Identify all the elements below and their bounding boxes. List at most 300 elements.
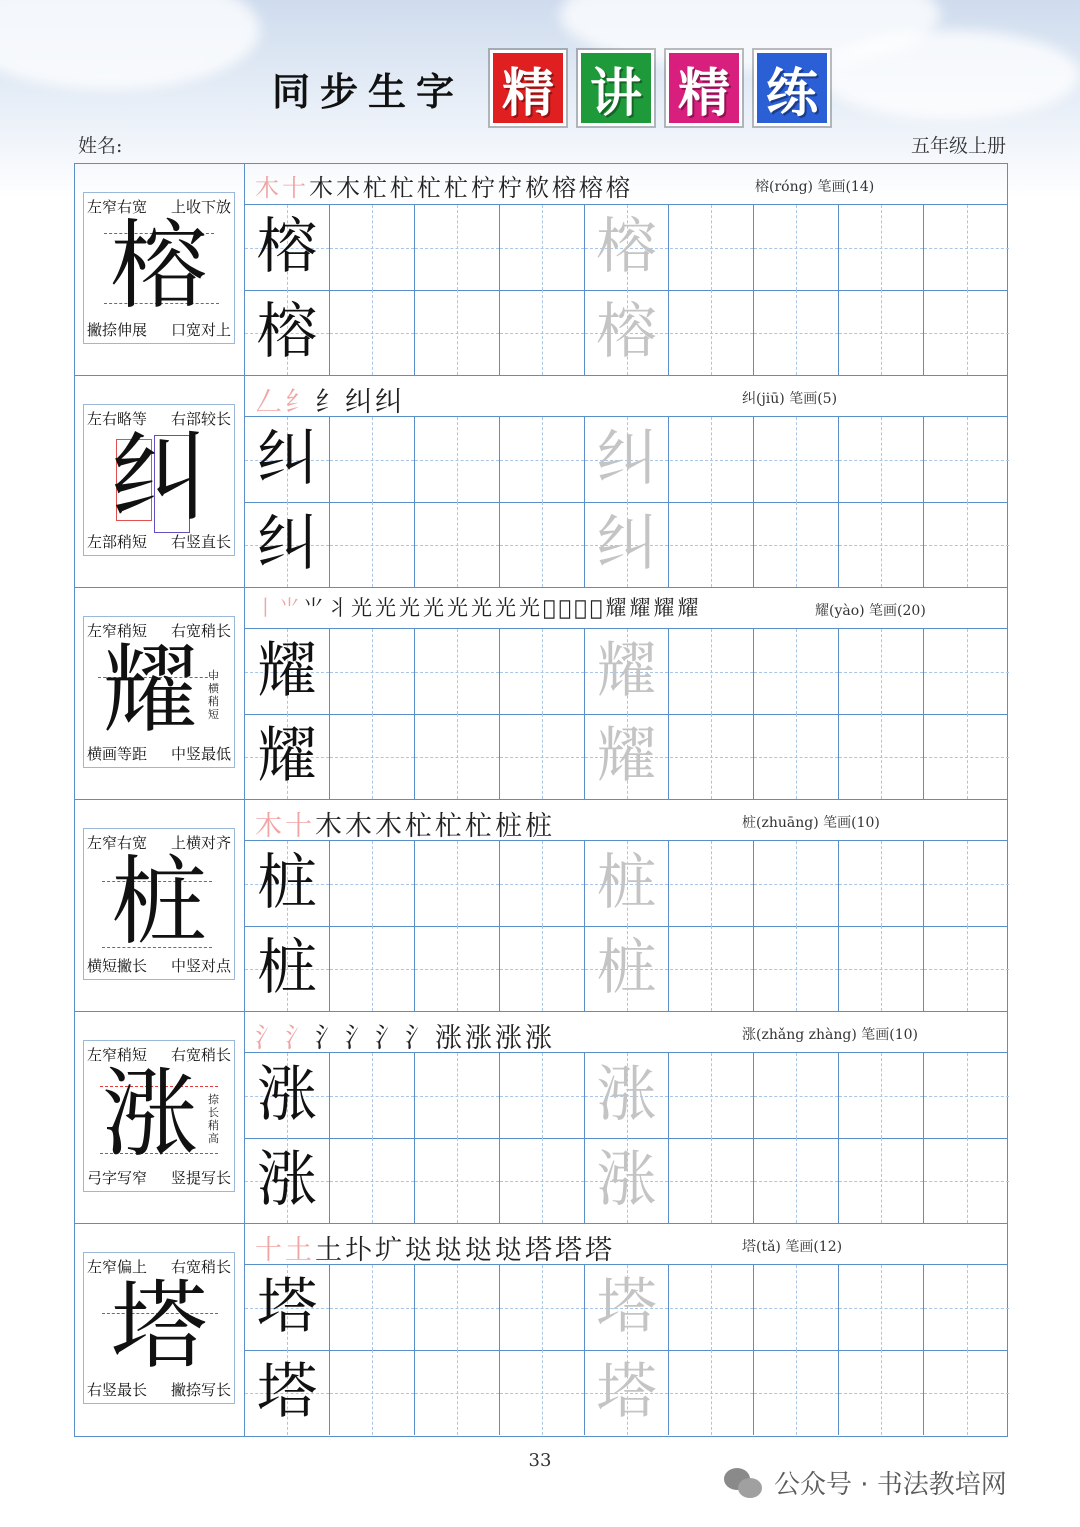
practice-grid bbox=[245, 629, 1007, 799]
stroke-step: 十 bbox=[282, 174, 309, 202]
practice-cell[interactable] bbox=[839, 629, 924, 714]
practice-cell[interactable] bbox=[839, 714, 924, 799]
practice-cell[interactable] bbox=[415, 290, 500, 375]
character-info: 榕(róng) 笔画(14) bbox=[755, 179, 875, 195]
sample-character: 桩 bbox=[256, 847, 317, 918]
grid-row bbox=[245, 841, 1007, 927]
practice-cell[interactable] bbox=[839, 1053, 924, 1138]
practice-cell[interactable] bbox=[415, 841, 500, 926]
practice-cell[interactable] bbox=[839, 290, 924, 375]
stroke-step: 垯 bbox=[465, 1235, 495, 1266]
character-row bbox=[75, 376, 1007, 588]
model-character: 榕 bbox=[111, 210, 207, 323]
stroke-step: 纠 bbox=[345, 387, 375, 418]
writing-tip: 右竖直长 bbox=[170, 533, 231, 551]
grid-row bbox=[245, 1350, 1007, 1435]
writing-tip: 撇捺伸展 bbox=[87, 321, 148, 339]
character-info: 纠(jiū) 笔画(5) bbox=[742, 391, 838, 407]
writing-tip: 左窄偏上 bbox=[87, 1258, 148, 1276]
practice-cell[interactable] bbox=[670, 629, 755, 714]
stroke-step: 氵 bbox=[375, 1023, 405, 1054]
practice-cell[interactable] bbox=[670, 1350, 755, 1435]
trace-character: 耀 bbox=[596, 635, 657, 706]
practice-cell[interactable] bbox=[585, 205, 670, 290]
practice-grid bbox=[245, 417, 1007, 587]
model-card bbox=[83, 192, 235, 344]
practice-cell[interactable] bbox=[245, 1265, 330, 1350]
grid-row bbox=[245, 1265, 1007, 1351]
practice-cell[interactable] bbox=[839, 841, 924, 926]
stroke-step: 𦏲 bbox=[589, 596, 606, 620]
trace-character: 塔 bbox=[596, 1356, 657, 1427]
stroke-step: 杧 bbox=[363, 174, 390, 202]
trace-character: 耀 bbox=[596, 720, 657, 791]
trace-character: 涨 bbox=[596, 1059, 657, 1130]
sample-character: 榕 bbox=[256, 211, 317, 282]
stroke-step: 耀 bbox=[629, 596, 654, 620]
character-info: 涨(zhǎng zhàng) 笔画(10) bbox=[742, 1027, 918, 1043]
grid-row bbox=[245, 290, 1007, 375]
grid-row bbox=[245, 1138, 1007, 1223]
model-card bbox=[83, 1040, 235, 1192]
practice-cell[interactable] bbox=[754, 290, 839, 375]
stroke-step: 氵 bbox=[285, 1023, 315, 1054]
practice-cell[interactable] bbox=[839, 926, 924, 1011]
writing-tip: 左窄右宽 bbox=[87, 834, 148, 852]
writing-tip: 左部稍短 bbox=[87, 533, 148, 551]
stroke-step: ⺌ bbox=[303, 596, 327, 620]
practice-cell[interactable] bbox=[500, 205, 585, 290]
grade-label: 五年级上册 bbox=[910, 135, 1006, 157]
practice-cell[interactable] bbox=[500, 1053, 585, 1138]
stroke-step: 木 bbox=[375, 811, 405, 842]
stroke-step: 杧 bbox=[435, 811, 465, 842]
stroke-order bbox=[255, 168, 633, 203]
practice-cell[interactable] bbox=[585, 1138, 670, 1223]
practice-cell[interactable] bbox=[754, 1265, 839, 1350]
writing-tip: 中竖最低 bbox=[170, 745, 231, 763]
stroke-step: 十 bbox=[285, 811, 315, 842]
stroke-step: 土 bbox=[315, 1235, 345, 1266]
stroke-step: 涨 bbox=[495, 1023, 525, 1054]
practice-cell[interactable] bbox=[500, 714, 585, 799]
stroke-order bbox=[255, 380, 405, 419]
stroke-step: 氵 bbox=[255, 1023, 285, 1054]
character-row bbox=[75, 1224, 1007, 1436]
stroke-step: 土 bbox=[285, 1235, 315, 1266]
stroke-order-line bbox=[245, 164, 1007, 205]
stroke-step: 木 bbox=[255, 811, 285, 842]
title-badge: 讲 bbox=[578, 50, 654, 126]
practice-cell[interactable] bbox=[500, 841, 585, 926]
practice-cell[interactable] bbox=[754, 417, 839, 502]
practice-cell[interactable] bbox=[245, 629, 330, 714]
practice-cell[interactable] bbox=[924, 290, 1009, 375]
stroke-step: 耀 bbox=[605, 596, 630, 620]
grid-row bbox=[245, 417, 1007, 503]
writing-tip: 中竖对点 bbox=[170, 957, 231, 975]
stroke-step: 杧 bbox=[444, 174, 471, 202]
practice-cell[interactable] bbox=[415, 1350, 500, 1435]
stroke-step: 光 bbox=[447, 596, 471, 620]
sample-character: 榕 bbox=[256, 296, 317, 367]
stroke-step: 塔 bbox=[585, 1235, 615, 1266]
stroke-step: 氵 bbox=[405, 1023, 435, 1054]
model-card bbox=[83, 828, 235, 980]
stroke-step: 纟 bbox=[315, 387, 345, 418]
stroke-step: 涨 bbox=[435, 1023, 465, 1054]
stroke-step: 光 bbox=[375, 596, 399, 620]
model-character: 塔 bbox=[111, 1270, 207, 1383]
practice-cell[interactable] bbox=[330, 841, 415, 926]
stroke-step: 杧 bbox=[417, 174, 444, 202]
practice-cell[interactable] bbox=[415, 502, 500, 587]
sample-character: 塔 bbox=[256, 1271, 317, 1342]
model-panel bbox=[75, 376, 245, 587]
character-row bbox=[75, 1012, 1007, 1224]
practice-cell[interactable] bbox=[585, 417, 670, 502]
stroke-step: 𠃋 bbox=[255, 387, 285, 418]
practice-cell[interactable] bbox=[415, 417, 500, 502]
title-badge: 练 bbox=[754, 50, 830, 126]
page-number: 33 bbox=[528, 1450, 552, 1471]
stroke-step: 杧 bbox=[465, 811, 495, 842]
stroke-step: 柠 bbox=[498, 174, 525, 202]
stroke-step: 𦏲 bbox=[558, 596, 575, 620]
practice-cell[interactable] bbox=[754, 1138, 839, 1223]
stroke-step: 榕 bbox=[606, 174, 633, 202]
sample-character: 耀 bbox=[256, 635, 317, 706]
stroke-step: 光 bbox=[351, 596, 375, 620]
title-row bbox=[272, 48, 842, 128]
stroke-step: 十 bbox=[255, 1235, 285, 1266]
stroke-order bbox=[255, 1016, 555, 1055]
practice-cell[interactable] bbox=[670, 417, 755, 502]
practice-cell[interactable] bbox=[839, 1138, 924, 1223]
practice-cell[interactable] bbox=[924, 502, 1009, 587]
practice-cell[interactable] bbox=[839, 502, 924, 587]
practice-cell[interactable] bbox=[754, 926, 839, 1011]
writing-tip: 左窄稍短 bbox=[87, 1046, 148, 1064]
stroke-step: 木 bbox=[255, 174, 282, 202]
practice-cell[interactable] bbox=[245, 1053, 330, 1138]
stroke-step: 氵 bbox=[345, 1023, 375, 1054]
character-row bbox=[75, 588, 1007, 800]
practice-cell[interactable] bbox=[924, 417, 1009, 502]
stroke-step: 𦏲 bbox=[543, 596, 559, 620]
practice-grid bbox=[245, 1265, 1007, 1436]
practice-sheet bbox=[74, 163, 1008, 1437]
practice-area bbox=[245, 588, 1007, 799]
practice-cell[interactable] bbox=[670, 205, 755, 290]
stroke-order bbox=[255, 804, 555, 843]
practice-cell[interactable] bbox=[245, 502, 330, 587]
practice-cell[interactable] bbox=[924, 1265, 1009, 1350]
practice-cell[interactable] bbox=[500, 926, 585, 1011]
practice-cell[interactable] bbox=[245, 290, 330, 375]
practice-cell[interactable] bbox=[330, 1350, 415, 1435]
stroke-step: 纟 bbox=[285, 387, 315, 418]
practice-cell[interactable] bbox=[330, 1053, 415, 1138]
trace-character: 涨 bbox=[596, 1144, 657, 1215]
title-badge: 精 bbox=[490, 50, 566, 126]
trace-character: 桩 bbox=[596, 932, 657, 1003]
writing-tip: 右宽稍长 bbox=[170, 622, 231, 640]
character-row bbox=[75, 164, 1007, 376]
practice-cell[interactable] bbox=[330, 502, 415, 587]
practice-grid bbox=[245, 1053, 1007, 1223]
stroke-step: 圤 bbox=[345, 1235, 375, 1266]
stroke-step: 涨 bbox=[465, 1023, 495, 1054]
practice-cell[interactable] bbox=[670, 1138, 755, 1223]
practice-cell[interactable] bbox=[924, 714, 1009, 799]
practice-cell[interactable] bbox=[500, 1350, 585, 1435]
practice-cell[interactable] bbox=[924, 926, 1009, 1011]
practice-area bbox=[245, 1224, 1007, 1436]
practice-cell[interactable] bbox=[924, 1138, 1009, 1223]
practice-cell[interactable] bbox=[500, 417, 585, 502]
side-note: 捺长稍高 bbox=[208, 1093, 219, 1145]
practice-cell[interactable] bbox=[839, 1265, 924, 1350]
stroke-step: 光 bbox=[423, 596, 447, 620]
practice-cell[interactable] bbox=[415, 714, 500, 799]
model-card bbox=[83, 1252, 235, 1404]
practice-area bbox=[245, 376, 1007, 587]
practice-cell[interactable] bbox=[839, 1350, 924, 1435]
writing-tip: 左右略等 bbox=[87, 410, 148, 428]
practice-cell[interactable] bbox=[330, 417, 415, 502]
sample-character: 涨 bbox=[256, 1144, 317, 1215]
stroke-step: 耀 bbox=[653, 596, 678, 620]
sample-character: 塔 bbox=[256, 1356, 317, 1427]
stroke-step: 杧 bbox=[390, 174, 417, 202]
trace-character: 桩 bbox=[596, 847, 657, 918]
practice-cell[interactable] bbox=[415, 1053, 500, 1138]
title-badge: 精 bbox=[666, 50, 742, 126]
stroke-order-line bbox=[245, 588, 1007, 629]
grid-row bbox=[245, 629, 1007, 715]
stroke-step: 氵 bbox=[315, 1023, 345, 1054]
stroke-step: 涨 bbox=[525, 1023, 555, 1054]
practice-cell[interactable] bbox=[415, 629, 500, 714]
stroke-step: 耀 bbox=[677, 596, 702, 620]
practice-cell[interactable] bbox=[670, 1265, 755, 1350]
stroke-step: ⺌ bbox=[279, 596, 303, 620]
practice-cell[interactable] bbox=[754, 205, 839, 290]
model-character: 涨 bbox=[102, 1058, 198, 1171]
practice-cell[interactable] bbox=[500, 1138, 585, 1223]
practice-cell[interactable] bbox=[754, 1053, 839, 1138]
practice-cell[interactable] bbox=[670, 290, 755, 375]
writing-tip: 右竖最长 bbox=[87, 1381, 148, 1399]
writing-tip: 横画等距 bbox=[87, 745, 148, 763]
character-info: 塔(tǎ) 笔画(12) bbox=[742, 1239, 843, 1255]
practice-area bbox=[245, 800, 1007, 1011]
practice-cell[interactable] bbox=[585, 841, 670, 926]
grid-row bbox=[245, 714, 1007, 799]
stroke-step: 杧 bbox=[405, 811, 435, 842]
practice-cell[interactable] bbox=[585, 629, 670, 714]
character-info: 桩(zhuāng) 笔画(10) bbox=[742, 815, 880, 831]
practice-cell[interactable] bbox=[670, 502, 755, 587]
writing-tip: 右部较长 bbox=[170, 410, 231, 428]
practice-cell[interactable] bbox=[754, 1350, 839, 1435]
model-panel bbox=[75, 1224, 245, 1436]
page-title: 同步生字 bbox=[272, 69, 465, 114]
side-note: 中横稍短 bbox=[208, 669, 219, 721]
stroke-step: 𦏲 bbox=[574, 596, 590, 620]
practice-cell[interactable] bbox=[330, 926, 415, 1011]
stroke-step: 塔 bbox=[525, 1235, 555, 1266]
practice-cell[interactable] bbox=[924, 1053, 1009, 1138]
practice-cell[interactable] bbox=[415, 1138, 500, 1223]
stroke-step: 桩 bbox=[495, 811, 525, 842]
trace-character: 纠 bbox=[596, 508, 657, 579]
practice-cell[interactable] bbox=[839, 205, 924, 290]
stroke-order-line bbox=[245, 376, 1007, 417]
practice-cell[interactable] bbox=[585, 926, 670, 1011]
practice-cell[interactable] bbox=[670, 714, 755, 799]
practice-cell[interactable] bbox=[245, 1138, 330, 1223]
model-panel bbox=[75, 164, 245, 375]
stroke-order-line bbox=[245, 1224, 1007, 1265]
stroke-step: 垯 bbox=[405, 1235, 435, 1266]
sample-character: 纠 bbox=[256, 423, 317, 494]
practice-cell[interactable] bbox=[500, 290, 585, 375]
stroke-step: 纠 bbox=[375, 387, 405, 418]
writing-tip: 横短撇长 bbox=[87, 957, 148, 975]
practice-cell[interactable] bbox=[245, 926, 330, 1011]
practice-cell[interactable] bbox=[754, 841, 839, 926]
practice-cell[interactable] bbox=[415, 1265, 500, 1350]
practice-cell[interactable] bbox=[839, 417, 924, 502]
stroke-order bbox=[255, 592, 701, 622]
stroke-step: 圹 bbox=[375, 1235, 405, 1266]
writing-tip: 撇捺写长 bbox=[170, 1381, 231, 1399]
practice-area bbox=[245, 1012, 1007, 1223]
sample-character: 涨 bbox=[256, 1059, 317, 1130]
practice-cell[interactable] bbox=[924, 629, 1009, 714]
stroke-step: 垯 bbox=[435, 1235, 465, 1266]
model-card bbox=[83, 404, 235, 556]
practice-cell[interactable] bbox=[330, 1265, 415, 1350]
stroke-order bbox=[255, 1228, 615, 1267]
writing-tip: 右宽稍长 bbox=[170, 1258, 231, 1276]
model-panel bbox=[75, 800, 245, 1011]
grid-row bbox=[245, 926, 1007, 1011]
practice-cell[interactable] bbox=[245, 841, 330, 926]
stroke-step: 榕 bbox=[552, 174, 579, 202]
practice-cell[interactable] bbox=[245, 714, 330, 799]
stroke-step: 木 bbox=[345, 811, 375, 842]
practice-cell[interactable] bbox=[500, 629, 585, 714]
practice-cell[interactable] bbox=[585, 1265, 670, 1350]
stroke-step: 榕 bbox=[579, 174, 606, 202]
stroke-step: 垯 bbox=[495, 1235, 525, 1266]
stroke-step: 柠 bbox=[471, 174, 498, 202]
writing-tip: 弓字写窄 bbox=[87, 1169, 148, 1187]
practice-cell[interactable] bbox=[330, 1138, 415, 1223]
practice-cell[interactable] bbox=[585, 1053, 670, 1138]
practice-cell[interactable] bbox=[330, 290, 415, 375]
character-info: 耀(yào) 笔画(20) bbox=[815, 603, 926, 619]
stroke-step: 木 bbox=[336, 174, 363, 202]
writing-tip: 竖提写长 bbox=[170, 1169, 231, 1187]
practice-cell[interactable] bbox=[754, 714, 839, 799]
stroke-step: 光 bbox=[519, 596, 543, 620]
trace-character: 塔 bbox=[596, 1271, 657, 1342]
stroke-step: 桩 bbox=[525, 811, 555, 842]
stroke-step: 丨 bbox=[255, 596, 279, 620]
practice-cell[interactable] bbox=[500, 1265, 585, 1350]
sample-character: 纠 bbox=[256, 508, 317, 579]
grid-row bbox=[245, 1053, 1007, 1139]
sample-character: 桩 bbox=[256, 932, 317, 1003]
model-panel bbox=[75, 588, 245, 799]
practice-cell[interactable] bbox=[245, 1350, 330, 1435]
model-character: 桩 bbox=[111, 846, 207, 959]
writing-tip: 上收下放 bbox=[170, 198, 231, 216]
stroke-step: 塔 bbox=[555, 1235, 585, 1266]
grid-row bbox=[245, 502, 1007, 587]
stroke-order-line bbox=[245, 1012, 1007, 1053]
practice-cell[interactable] bbox=[924, 841, 1009, 926]
practice-cell[interactable] bbox=[585, 502, 670, 587]
practice-cell[interactable] bbox=[330, 629, 415, 714]
stroke-order-line bbox=[245, 800, 1007, 841]
practice-cell[interactable] bbox=[924, 1350, 1009, 1435]
sample-character: 耀 bbox=[256, 720, 317, 791]
trace-character: 纠 bbox=[596, 423, 657, 494]
practice-cell[interactable] bbox=[670, 841, 755, 926]
practice-cell[interactable] bbox=[330, 205, 415, 290]
character-row bbox=[75, 800, 1007, 1012]
practice-cell[interactable] bbox=[415, 205, 500, 290]
practice-cell[interactable] bbox=[245, 417, 330, 502]
model-character: 耀 bbox=[102, 634, 198, 747]
stroke-step: 光 bbox=[471, 596, 495, 620]
practice-cell[interactable] bbox=[670, 926, 755, 1011]
writing-tip: 口宽对上 bbox=[170, 321, 231, 339]
practice-cell[interactable] bbox=[245, 205, 330, 290]
practice-cell[interactable] bbox=[585, 1350, 670, 1435]
stroke-step: 光 bbox=[399, 596, 423, 620]
practice-cell[interactable] bbox=[585, 714, 670, 799]
practice-cell[interactable] bbox=[924, 205, 1009, 290]
model-panel bbox=[75, 1012, 245, 1223]
practice-cell[interactable] bbox=[670, 1053, 755, 1138]
practice-cell[interactable] bbox=[585, 290, 670, 375]
stroke-step: 木 bbox=[309, 174, 336, 202]
practice-cell[interactable] bbox=[500, 502, 585, 587]
stroke-step: 光 bbox=[495, 596, 519, 620]
stroke-step: 木 bbox=[315, 811, 345, 842]
writing-tip: 上横对齐 bbox=[170, 834, 231, 852]
practice-cell[interactable] bbox=[754, 629, 839, 714]
practice-cell[interactable] bbox=[330, 714, 415, 799]
wechat-icon bbox=[724, 1466, 764, 1500]
model-card bbox=[83, 616, 235, 768]
trace-character: 榕 bbox=[596, 296, 657, 367]
watermark bbox=[724, 1464, 1007, 1501]
stroke-step: 栨 bbox=[525, 174, 552, 202]
trace-character: 榕 bbox=[596, 211, 657, 282]
name-label: 姓名: bbox=[78, 135, 123, 157]
practice-cell[interactable] bbox=[415, 926, 500, 1011]
watermark-text: 公众号 · 书法教培网 bbox=[774, 1470, 1007, 1500]
grid-row bbox=[245, 205, 1007, 291]
practice-cell[interactable] bbox=[754, 502, 839, 587]
